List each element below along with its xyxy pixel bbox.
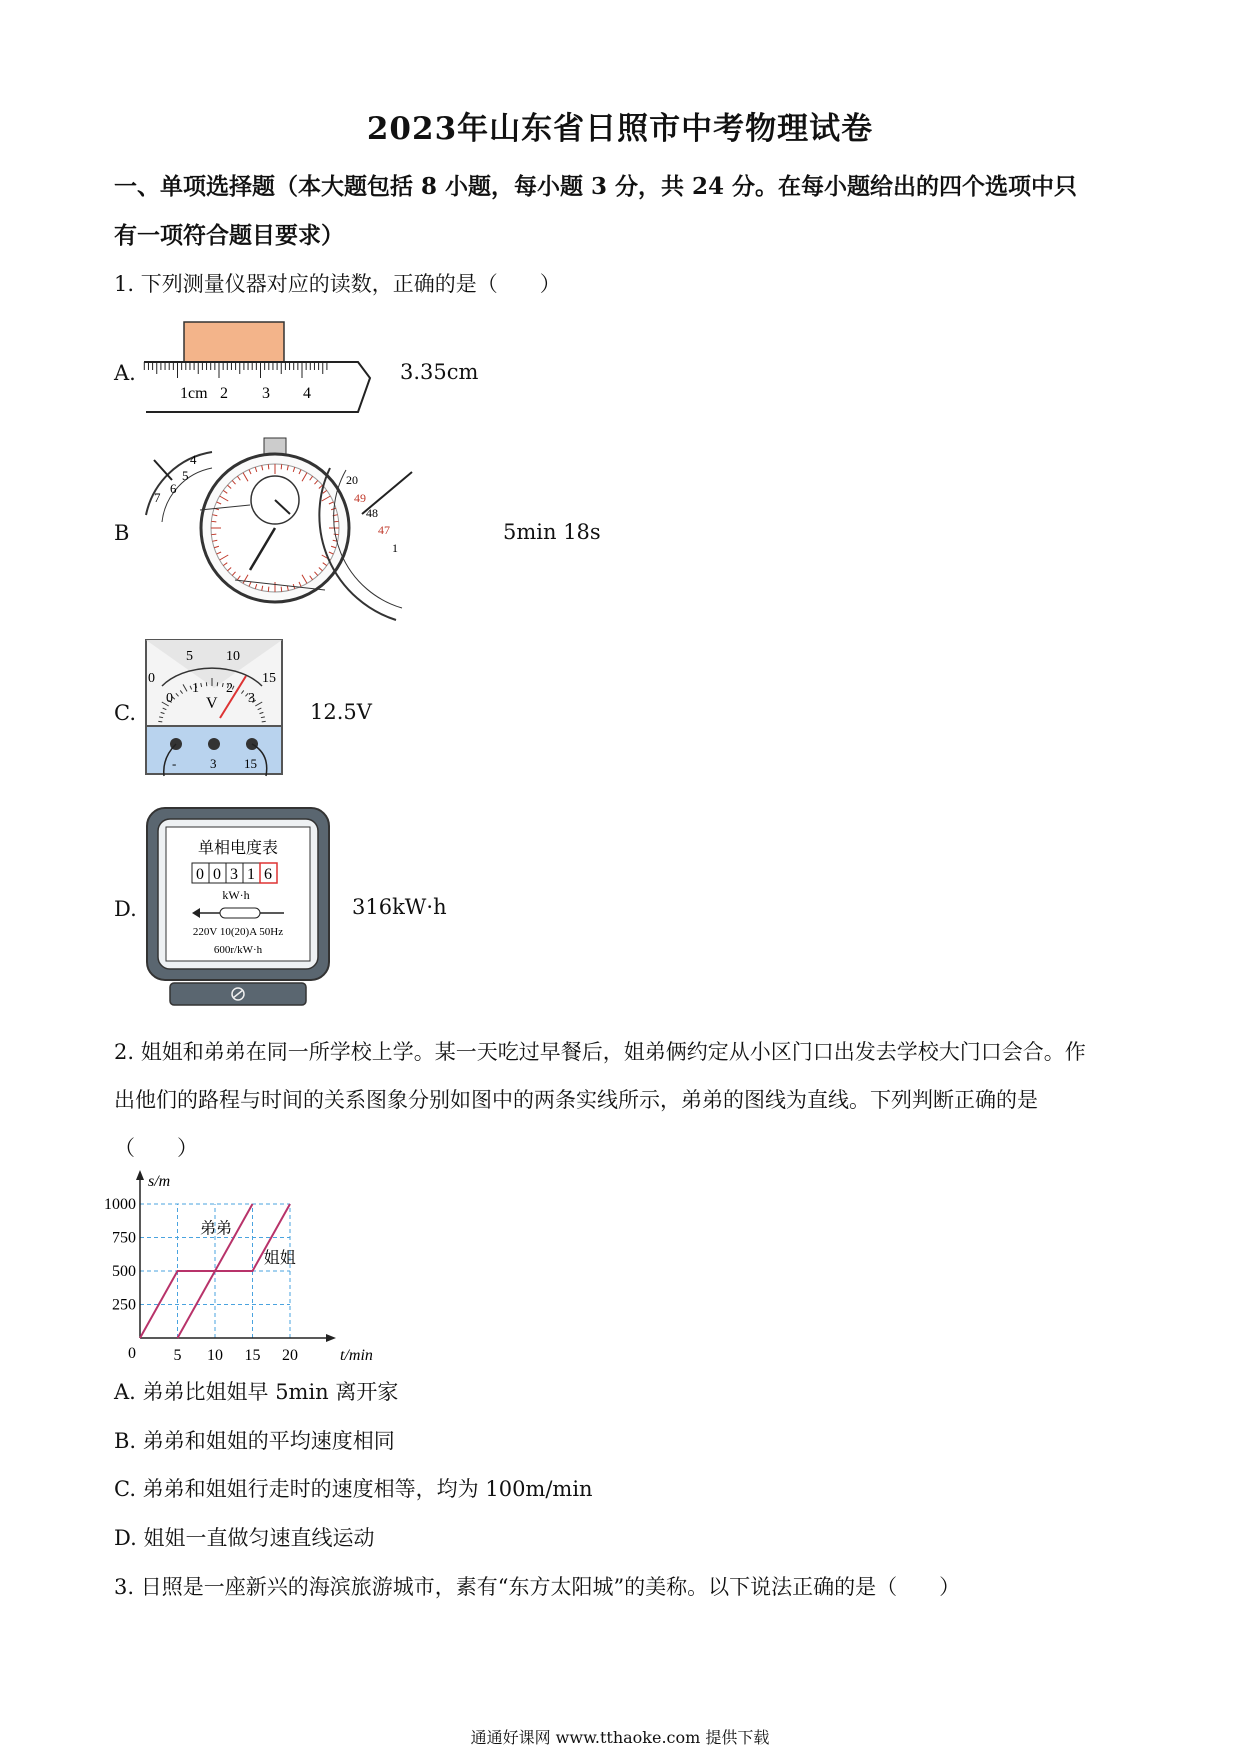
volt-top-5: 5 — [186, 649, 193, 664]
ruler-tick-label-3: 3 — [262, 385, 270, 402]
meter-digit-2: 0 — [213, 866, 221, 883]
stopwatch-tick — [281, 464, 282, 469]
y-tick-label: 500 — [112, 1263, 136, 1280]
q2-option-d: D. 姐姐一直做匀速直线运动 — [114, 1526, 375, 1550]
minute-detail-needle — [154, 460, 172, 480]
stopwatch-figure — [140, 430, 450, 630]
series-label-brother: 弟弟 — [200, 1220, 233, 1238]
stopwatch-tick — [334, 534, 339, 535]
q1-option-a-label: A. — [114, 361, 136, 385]
minute-scale-5: 5 — [182, 468, 189, 483]
y-axis-arrow — [136, 1170, 144, 1180]
meter-spec: 220V 10(20)A 50Hz — [192, 926, 284, 938]
x-tick-label: 15 — [244, 1347, 261, 1364]
voltmeter-figure — [144, 638, 284, 778]
ruler-tick-label-4: 4 — [303, 385, 311, 402]
q2-option-c: C. 弟弟和姐姐行走时的速度相等，均为 100m/min — [114, 1477, 593, 1501]
y-tick-label: 1000 — [104, 1196, 136, 1213]
volt-bottom-2: 2 — [226, 681, 233, 696]
meter-name: 单相电度表 — [197, 840, 279, 857]
terminal-label-minus: - — [172, 756, 177, 771]
stopwatch-tick — [268, 587, 269, 592]
stopwatch-tick — [334, 521, 339, 522]
q1-option-b-reading: 5min 18s — [503, 520, 601, 544]
series-label-sister: 姐姐 — [263, 1249, 296, 1267]
q1-option-d-reading: 316kW·h — [352, 895, 447, 919]
y-tick-label: 250 — [112, 1296, 136, 1314]
question-1-stem: 1. 下列测量仪器对应的读数，正确的是（ ） — [114, 272, 561, 296]
question-2-stem-line2: 出他们的路程与时间的关系图象分别如图中的两条实线所示，弟弟的图线为直线。下列判断正确的是 — [114, 1088, 1038, 1112]
electricity-meter-figure — [144, 805, 334, 1010]
ruler-figure — [140, 320, 380, 420]
volt-bottom-1: 1 — [192, 681, 199, 696]
x-axis-arrow — [326, 1334, 336, 1342]
minute-scale-4: 4 — [190, 452, 197, 467]
volt-unit: V — [206, 695, 218, 712]
volt-top-10: 10 — [226, 649, 240, 664]
ruler-tick-label-1: 1cm — [180, 385, 208, 402]
ruler-tick-label-2: 2 — [220, 385, 228, 402]
x-tick-label: 20 — [282, 1347, 298, 1364]
section-heading-line2: 有一项符合题目要求） — [114, 222, 344, 249]
volt-top-0: 0 — [148, 671, 155, 686]
question-2-stem-line1: 2. 姐姐和弟弟在同一所学校上学。某一天吃过早餐后，姐弟俩约定从小区门口出发去学校大门口会合。作 — [114, 1040, 1086, 1064]
stopwatch-tick — [211, 534, 216, 535]
second-scale-20: 20 — [346, 473, 358, 487]
meter-digit-4: 1 — [247, 866, 255, 883]
stopwatch-tick — [281, 587, 282, 592]
minute-scale-7: 7 — [154, 490, 161, 505]
minute-scale-6: 6 — [170, 481, 177, 496]
section-heading-line1: 一、单项选择题（本大题包括 8 小题，每小题 3 分，共 24 分。在每小题给出的四个选项中只 — [114, 173, 1078, 200]
y-tick-label: 750 — [112, 1229, 136, 1247]
q1-option-a-reading: 3.35cm — [400, 360, 479, 384]
q1-option-c-reading: 12.5V — [310, 700, 372, 724]
terminal-3 — [208, 738, 220, 750]
x-tick-label: 5 — [173, 1347, 182, 1364]
x-tick-label: 10 — [207, 1347, 223, 1364]
q1-option-d-label: D. — [114, 897, 137, 921]
x-axis-label: t/min — [340, 1347, 373, 1364]
measured-block — [184, 322, 284, 362]
meter-digits — [192, 863, 277, 883]
stopwatch-crown — [264, 438, 286, 454]
y-axis-label: s/m — [148, 1173, 171, 1190]
q1-option-c-label: C. — [114, 701, 136, 725]
question-2-stem-line3: （ ） — [114, 1136, 198, 1160]
terminal-label-15: 15 — [244, 756, 257, 771]
terminal-label-3: 3 — [210, 756, 217, 771]
stopwatch-tick — [211, 521, 216, 522]
distance-time-chart — [104, 1166, 373, 1366]
meter-disc — [220, 908, 260, 918]
meter-digit-3: 3 — [230, 866, 238, 883]
q1-option-b-label: B — [114, 521, 130, 545]
volt-bottom-3: 3 — [248, 691, 255, 706]
second-scale-48: 48 — [366, 506, 378, 520]
meter-rate: 600r/kW·h — [213, 944, 263, 956]
second-scale-47: 47 — [378, 523, 390, 537]
volt-top-15: 15 — [262, 671, 276, 686]
second-scale-1: 1 — [392, 541, 398, 555]
page-footer: 通通好课网 www.tthaoke.com 提供下载 — [470, 1728, 770, 1747]
volt-bottom-0: 0 — [166, 691, 173, 706]
q2-option-a: A. 弟弟比姐姐早 5min 离开家 — [114, 1380, 399, 1404]
q2-option-b: B. 弟弟和姐姐的平均速度相同 — [114, 1429, 395, 1453]
meter-digit-1: 0 — [196, 866, 204, 883]
meter-unit: kW·h — [222, 888, 250, 902]
second-scale-49: 49 — [354, 491, 366, 505]
page-title: 2023年山东省日照市中考物理试卷 — [366, 111, 874, 147]
question-3-stem: 3. 日照是一座新兴的海滨旅游城市，素有“东方太阳城”的美称。以下说法正确的是（ ） — [114, 1575, 961, 1599]
stopwatch-tick — [268, 464, 269, 469]
meter-digit-5: 6 — [264, 866, 272, 883]
origin-label: 0 — [128, 1345, 136, 1362]
